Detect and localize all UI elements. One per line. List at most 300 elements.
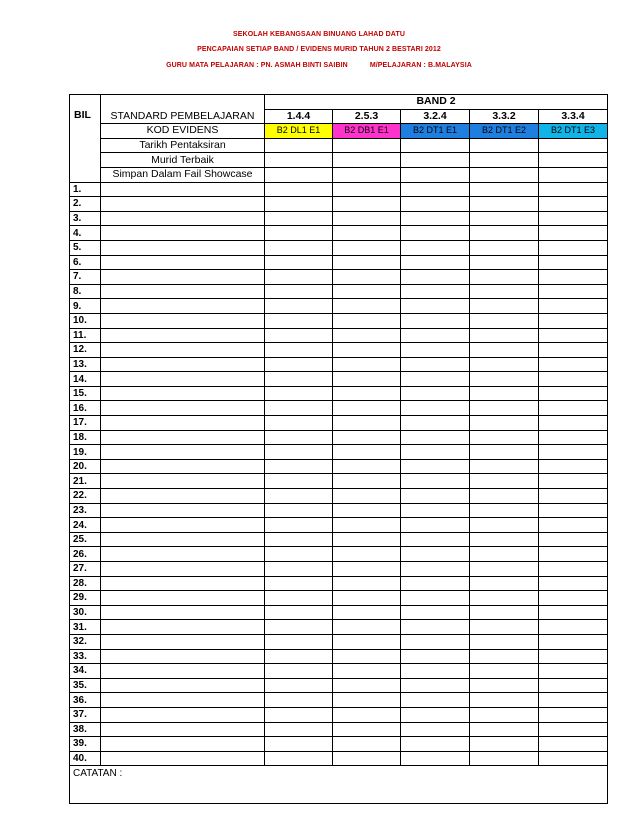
input-cell[interactable] bbox=[401, 737, 470, 752]
input-cell[interactable] bbox=[333, 386, 401, 401]
input-cell[interactable] bbox=[265, 138, 333, 153]
input-cell[interactable] bbox=[265, 532, 333, 547]
input-cell[interactable] bbox=[265, 649, 333, 664]
input-cell[interactable] bbox=[333, 576, 401, 591]
input-cell[interactable] bbox=[333, 299, 401, 314]
student-name-cell[interactable] bbox=[101, 518, 265, 533]
input-cell[interactable] bbox=[470, 211, 539, 226]
input-cell[interactable] bbox=[539, 255, 608, 270]
input-cell[interactable] bbox=[539, 372, 608, 387]
input-cell[interactable] bbox=[539, 445, 608, 460]
input-cell[interactable] bbox=[470, 182, 539, 197]
input-cell[interactable] bbox=[470, 153, 539, 168]
input-cell[interactable] bbox=[539, 299, 608, 314]
input-cell[interactable] bbox=[539, 416, 608, 431]
input-cell[interactable] bbox=[401, 518, 470, 533]
student-name-cell[interactable] bbox=[101, 357, 265, 372]
table-row bbox=[70, 313, 608, 328]
input-cell[interactable] bbox=[401, 167, 470, 182]
student-name-cell[interactable] bbox=[101, 693, 265, 708]
student-name-cell[interactable] bbox=[101, 182, 265, 197]
input-cell[interactable] bbox=[265, 722, 333, 737]
input-cell[interactable] bbox=[401, 591, 470, 606]
input-cell[interactable] bbox=[265, 547, 333, 562]
input-cell[interactable] bbox=[265, 459, 333, 474]
student-name-cell[interactable] bbox=[101, 255, 265, 270]
input-cell[interactable] bbox=[265, 167, 333, 182]
input-cell[interactable] bbox=[539, 430, 608, 445]
input-cell[interactable] bbox=[401, 313, 470, 328]
input-cell[interactable] bbox=[539, 605, 608, 620]
input-cell[interactable] bbox=[401, 343, 470, 358]
input-cell[interactable] bbox=[333, 722, 401, 737]
code-row bbox=[70, 124, 608, 139]
input-cell[interactable] bbox=[265, 518, 333, 533]
input-cell[interactable] bbox=[333, 503, 401, 518]
input-cell[interactable] bbox=[265, 751, 333, 766]
table-row bbox=[70, 707, 608, 722]
input-cell[interactable] bbox=[470, 430, 539, 445]
input-cell[interactable] bbox=[333, 489, 401, 504]
input-cell[interactable] bbox=[539, 240, 608, 255]
input-cell[interactable] bbox=[333, 751, 401, 766]
input-cell[interactable] bbox=[265, 255, 333, 270]
student-name-cell[interactable] bbox=[101, 576, 265, 591]
murid-row bbox=[70, 153, 608, 168]
tarikh-row bbox=[70, 138, 608, 153]
input-cell[interactable] bbox=[265, 197, 333, 212]
input-cell[interactable] bbox=[539, 167, 608, 182]
input-cell[interactable] bbox=[333, 153, 401, 168]
input-cell[interactable] bbox=[333, 211, 401, 226]
input-cell[interactable] bbox=[401, 372, 470, 387]
input-cell[interactable] bbox=[470, 562, 539, 577]
student-name-cell[interactable] bbox=[101, 430, 265, 445]
input-cell[interactable] bbox=[401, 182, 470, 197]
input-cell[interactable] bbox=[470, 459, 539, 474]
input-cell[interactable] bbox=[539, 649, 608, 664]
input-cell[interactable] bbox=[333, 547, 401, 562]
input-cell[interactable] bbox=[265, 153, 333, 168]
input-cell[interactable] bbox=[401, 722, 470, 737]
row-number: 27. bbox=[70, 562, 101, 577]
student-name-cell[interactable] bbox=[101, 226, 265, 241]
input-cell[interactable] bbox=[470, 474, 539, 489]
student-name-cell[interactable] bbox=[101, 664, 265, 679]
input-cell[interactable] bbox=[333, 328, 401, 343]
student-name-cell[interactable] bbox=[101, 416, 265, 431]
row-number: 36. bbox=[70, 693, 101, 708]
input-cell[interactable] bbox=[470, 416, 539, 431]
input-cell[interactable] bbox=[265, 386, 333, 401]
input-cell[interactable] bbox=[470, 634, 539, 649]
input-cell[interactable] bbox=[539, 138, 608, 153]
student-name-cell[interactable] bbox=[101, 751, 265, 766]
input-cell[interactable] bbox=[333, 270, 401, 285]
input-cell[interactable] bbox=[470, 313, 539, 328]
student-name-cell[interactable] bbox=[101, 270, 265, 285]
input-cell[interactable] bbox=[333, 445, 401, 460]
input-cell[interactable] bbox=[333, 182, 401, 197]
input-cell[interactable] bbox=[470, 299, 539, 314]
standard-cell: 3.2.4 bbox=[401, 109, 470, 124]
row-number: 14. bbox=[70, 372, 101, 387]
input-cell[interactable] bbox=[265, 182, 333, 197]
input-cell[interactable] bbox=[539, 313, 608, 328]
input-cell[interactable] bbox=[470, 401, 539, 416]
input-cell[interactable] bbox=[470, 197, 539, 212]
input-cell[interactable] bbox=[265, 707, 333, 722]
input-cell[interactable] bbox=[401, 211, 470, 226]
input-cell[interactable] bbox=[401, 299, 470, 314]
input-cell[interactable] bbox=[333, 343, 401, 358]
input-cell[interactable] bbox=[333, 372, 401, 387]
student-name-cell[interactable] bbox=[101, 313, 265, 328]
input-cell[interactable] bbox=[539, 226, 608, 241]
student-name-cell[interactable] bbox=[101, 284, 265, 299]
input-cell[interactable] bbox=[401, 270, 470, 285]
student-name-cell[interactable] bbox=[101, 678, 265, 693]
student-name-cell[interactable] bbox=[101, 620, 265, 635]
input-cell[interactable] bbox=[470, 284, 539, 299]
table-row bbox=[70, 591, 608, 606]
input-cell[interactable] bbox=[539, 518, 608, 533]
input-cell[interactable] bbox=[470, 751, 539, 766]
row-number: 19. bbox=[70, 445, 101, 460]
input-cell[interactable] bbox=[265, 357, 333, 372]
input-cell[interactable] bbox=[333, 620, 401, 635]
input-cell[interactable] bbox=[265, 737, 333, 752]
input-cell[interactable] bbox=[470, 722, 539, 737]
input-cell[interactable] bbox=[333, 197, 401, 212]
input-cell[interactable] bbox=[401, 547, 470, 562]
row-number: 20. bbox=[70, 459, 101, 474]
table-row bbox=[70, 722, 608, 737]
input-cell[interactable] bbox=[539, 591, 608, 606]
input-cell[interactable] bbox=[470, 343, 539, 358]
input-cell[interactable] bbox=[470, 620, 539, 635]
input-cell[interactable] bbox=[265, 240, 333, 255]
input-cell[interactable] bbox=[333, 459, 401, 474]
input-cell[interactable] bbox=[265, 343, 333, 358]
input-cell[interactable] bbox=[401, 197, 470, 212]
student-name-cell[interactable] bbox=[101, 386, 265, 401]
bil-header: BIL bbox=[70, 95, 101, 183]
input-cell[interactable] bbox=[333, 226, 401, 241]
input-cell[interactable] bbox=[401, 430, 470, 445]
student-name-cell[interactable] bbox=[101, 707, 265, 722]
table-row bbox=[70, 474, 608, 489]
input-cell[interactable] bbox=[401, 678, 470, 693]
input-cell[interactable] bbox=[539, 620, 608, 635]
input-cell[interactable] bbox=[539, 328, 608, 343]
input-cell[interactable] bbox=[265, 576, 333, 591]
code-label: KOD EVIDENS bbox=[101, 124, 265, 139]
student-name-cell[interactable] bbox=[101, 605, 265, 620]
table-row bbox=[70, 416, 608, 431]
table-row bbox=[70, 343, 608, 358]
input-cell[interactable] bbox=[333, 416, 401, 431]
input-cell[interactable] bbox=[265, 416, 333, 431]
input-cell[interactable] bbox=[333, 401, 401, 416]
student-name-cell[interactable] bbox=[101, 591, 265, 606]
input-cell[interactable] bbox=[265, 430, 333, 445]
input-cell[interactable] bbox=[539, 562, 608, 577]
input-cell[interactable] bbox=[539, 678, 608, 693]
input-cell[interactable] bbox=[333, 649, 401, 664]
table-row bbox=[70, 532, 608, 547]
input-cell[interactable] bbox=[401, 693, 470, 708]
input-cell[interactable] bbox=[470, 707, 539, 722]
input-cell[interactable] bbox=[470, 532, 539, 547]
input-cell[interactable] bbox=[470, 678, 539, 693]
row-number: 13. bbox=[70, 357, 101, 372]
input-cell[interactable] bbox=[265, 620, 333, 635]
input-cell[interactable] bbox=[265, 299, 333, 314]
table-row bbox=[70, 664, 608, 679]
input-cell[interactable] bbox=[470, 328, 539, 343]
student-name-cell[interactable] bbox=[101, 562, 265, 577]
input-cell[interactable] bbox=[401, 474, 470, 489]
input-cell[interactable] bbox=[401, 445, 470, 460]
table-row bbox=[70, 737, 608, 752]
code-cell: B2 DB1 E1 bbox=[333, 124, 401, 139]
input-cell[interactable] bbox=[470, 255, 539, 270]
input-cell[interactable] bbox=[539, 751, 608, 766]
input-cell[interactable] bbox=[470, 664, 539, 679]
student-name-cell[interactable] bbox=[101, 634, 265, 649]
input-cell[interactable] bbox=[265, 605, 333, 620]
student-name-cell[interactable] bbox=[101, 445, 265, 460]
student-name-cell[interactable] bbox=[101, 737, 265, 752]
input-cell[interactable] bbox=[401, 459, 470, 474]
standard-row bbox=[70, 109, 608, 124]
input-cell[interactable] bbox=[470, 167, 539, 182]
band-row bbox=[70, 95, 608, 110]
input-cell[interactable] bbox=[470, 503, 539, 518]
input-cell[interactable] bbox=[265, 372, 333, 387]
input-cell[interactable] bbox=[539, 459, 608, 474]
input-cell[interactable] bbox=[470, 649, 539, 664]
input-cell[interactable] bbox=[470, 270, 539, 285]
input-cell[interactable] bbox=[265, 591, 333, 606]
input-cell[interactable] bbox=[401, 226, 470, 241]
input-cell[interactable] bbox=[539, 707, 608, 722]
input-cell[interactable] bbox=[470, 576, 539, 591]
input-cell[interactable] bbox=[401, 634, 470, 649]
input-cell[interactable] bbox=[539, 693, 608, 708]
input-cell[interactable] bbox=[539, 634, 608, 649]
input-cell[interactable] bbox=[333, 284, 401, 299]
input-cell[interactable] bbox=[265, 226, 333, 241]
student-name-cell[interactable] bbox=[101, 240, 265, 255]
row-number: 32. bbox=[70, 634, 101, 649]
student-name-cell[interactable] bbox=[101, 211, 265, 226]
input-cell[interactable] bbox=[333, 518, 401, 533]
input-cell[interactable] bbox=[539, 343, 608, 358]
catatan-field[interactable]: CATATAN : bbox=[70, 766, 608, 804]
input-cell[interactable] bbox=[470, 372, 539, 387]
input-cell[interactable] bbox=[401, 138, 470, 153]
student-name-cell[interactable] bbox=[101, 459, 265, 474]
row-number: 17. bbox=[70, 416, 101, 431]
student-name-cell[interactable] bbox=[101, 503, 265, 518]
input-cell[interactable] bbox=[333, 240, 401, 255]
student-name-cell[interactable] bbox=[101, 401, 265, 416]
input-cell[interactable] bbox=[265, 284, 333, 299]
input-cell[interactable] bbox=[333, 474, 401, 489]
input-cell[interactable] bbox=[470, 547, 539, 562]
input-cell[interactable] bbox=[265, 693, 333, 708]
input-cell[interactable] bbox=[401, 751, 470, 766]
input-cell[interactable] bbox=[470, 138, 539, 153]
input-cell[interactable] bbox=[265, 503, 333, 518]
input-cell[interactable] bbox=[539, 153, 608, 168]
input-cell[interactable] bbox=[333, 532, 401, 547]
student-name-cell[interactable] bbox=[101, 722, 265, 737]
input-cell[interactable] bbox=[333, 138, 401, 153]
input-cell[interactable] bbox=[401, 532, 470, 547]
input-cell[interactable] bbox=[333, 693, 401, 708]
table-row bbox=[70, 562, 608, 577]
input-cell[interactable] bbox=[333, 313, 401, 328]
student-name-cell[interactable] bbox=[101, 649, 265, 664]
input-cell[interactable] bbox=[539, 386, 608, 401]
input-cell[interactable] bbox=[401, 576, 470, 591]
input-cell[interactable] bbox=[265, 474, 333, 489]
input-cell[interactable] bbox=[539, 664, 608, 679]
input-cell[interactable] bbox=[333, 707, 401, 722]
row-number: 9. bbox=[70, 299, 101, 314]
input-cell[interactable] bbox=[470, 357, 539, 372]
code-cell: B2 DT1 E2 bbox=[470, 124, 539, 139]
input-cell[interactable] bbox=[265, 562, 333, 577]
student-name-cell[interactable] bbox=[101, 372, 265, 387]
input-cell[interactable] bbox=[401, 649, 470, 664]
input-cell[interactable] bbox=[401, 605, 470, 620]
student-name-cell[interactable] bbox=[101, 328, 265, 343]
input-cell[interactable] bbox=[265, 328, 333, 343]
student-name-cell[interactable] bbox=[101, 299, 265, 314]
input-cell[interactable] bbox=[401, 328, 470, 343]
input-cell[interactable] bbox=[539, 211, 608, 226]
input-cell[interactable] bbox=[333, 430, 401, 445]
student-name-cell[interactable] bbox=[101, 532, 265, 547]
input-cell[interactable] bbox=[539, 474, 608, 489]
input-cell[interactable] bbox=[333, 357, 401, 372]
input-cell[interactable] bbox=[265, 664, 333, 679]
input-cell[interactable] bbox=[401, 503, 470, 518]
input-cell[interactable] bbox=[401, 401, 470, 416]
input-cell[interactable] bbox=[539, 401, 608, 416]
input-cell[interactable] bbox=[401, 620, 470, 635]
input-cell[interactable] bbox=[470, 240, 539, 255]
input-cell[interactable] bbox=[470, 693, 539, 708]
table-row bbox=[70, 445, 608, 460]
input-cell[interactable] bbox=[333, 167, 401, 182]
table-row bbox=[70, 182, 608, 197]
table-row bbox=[70, 649, 608, 664]
input-cell[interactable] bbox=[470, 445, 539, 460]
input-cell[interactable] bbox=[265, 634, 333, 649]
table-row bbox=[70, 547, 608, 562]
row-number: 10. bbox=[70, 313, 101, 328]
input-cell[interactable] bbox=[265, 678, 333, 693]
input-cell[interactable] bbox=[470, 386, 539, 401]
input-cell[interactable] bbox=[265, 445, 333, 460]
input-cell[interactable] bbox=[265, 211, 333, 226]
input-cell[interactable] bbox=[265, 489, 333, 504]
input-cell[interactable] bbox=[333, 255, 401, 270]
input-cell[interactable] bbox=[333, 591, 401, 606]
input-cell[interactable] bbox=[539, 503, 608, 518]
input-cell[interactable] bbox=[539, 182, 608, 197]
input-cell[interactable] bbox=[401, 153, 470, 168]
input-cell[interactable] bbox=[333, 737, 401, 752]
student-name-cell[interactable] bbox=[101, 343, 265, 358]
table-row bbox=[70, 678, 608, 693]
input-cell[interactable] bbox=[401, 386, 470, 401]
input-cell[interactable] bbox=[539, 284, 608, 299]
row-number: 11. bbox=[70, 328, 101, 343]
input-cell[interactable] bbox=[401, 489, 470, 504]
input-cell[interactable] bbox=[539, 270, 608, 285]
student-name-cell[interactable] bbox=[101, 489, 265, 504]
input-cell[interactable] bbox=[333, 678, 401, 693]
input-cell[interactable] bbox=[401, 707, 470, 722]
input-cell[interactable] bbox=[401, 664, 470, 679]
input-cell[interactable] bbox=[539, 197, 608, 212]
input-cell[interactable] bbox=[401, 255, 470, 270]
input-cell[interactable] bbox=[333, 634, 401, 649]
input-cell[interactable] bbox=[333, 562, 401, 577]
input-cell[interactable] bbox=[539, 722, 608, 737]
row-number: 18. bbox=[70, 430, 101, 445]
input-cell[interactable] bbox=[539, 357, 608, 372]
input-cell[interactable] bbox=[265, 270, 333, 285]
input-cell[interactable] bbox=[401, 562, 470, 577]
input-cell[interactable] bbox=[539, 532, 608, 547]
input-cell[interactable] bbox=[470, 518, 539, 533]
input-cell[interactable] bbox=[470, 737, 539, 752]
input-cell[interactable] bbox=[539, 547, 608, 562]
input-cell[interactable] bbox=[539, 576, 608, 591]
input-cell[interactable] bbox=[265, 313, 333, 328]
input-cell[interactable] bbox=[470, 489, 539, 504]
catatan-row bbox=[70, 766, 608, 804]
table-row bbox=[70, 459, 608, 474]
input-cell[interactable] bbox=[539, 737, 608, 752]
input-cell[interactable] bbox=[333, 664, 401, 679]
row-number: 21. bbox=[70, 474, 101, 489]
input-cell[interactable] bbox=[401, 357, 470, 372]
evidence-table bbox=[69, 94, 608, 804]
table-row bbox=[70, 386, 608, 401]
input-cell[interactable] bbox=[401, 240, 470, 255]
input-cell[interactable] bbox=[265, 401, 333, 416]
student-name-cell[interactable] bbox=[101, 197, 265, 212]
row-number: 25. bbox=[70, 532, 101, 547]
input-cell[interactable] bbox=[470, 605, 539, 620]
input-cell[interactable] bbox=[401, 284, 470, 299]
student-name-cell[interactable] bbox=[101, 547, 265, 562]
input-cell[interactable] bbox=[401, 416, 470, 431]
input-cell[interactable] bbox=[470, 591, 539, 606]
input-cell[interactable] bbox=[333, 605, 401, 620]
input-cell[interactable] bbox=[470, 226, 539, 241]
student-name-cell[interactable] bbox=[101, 474, 265, 489]
input-cell[interactable] bbox=[539, 489, 608, 504]
